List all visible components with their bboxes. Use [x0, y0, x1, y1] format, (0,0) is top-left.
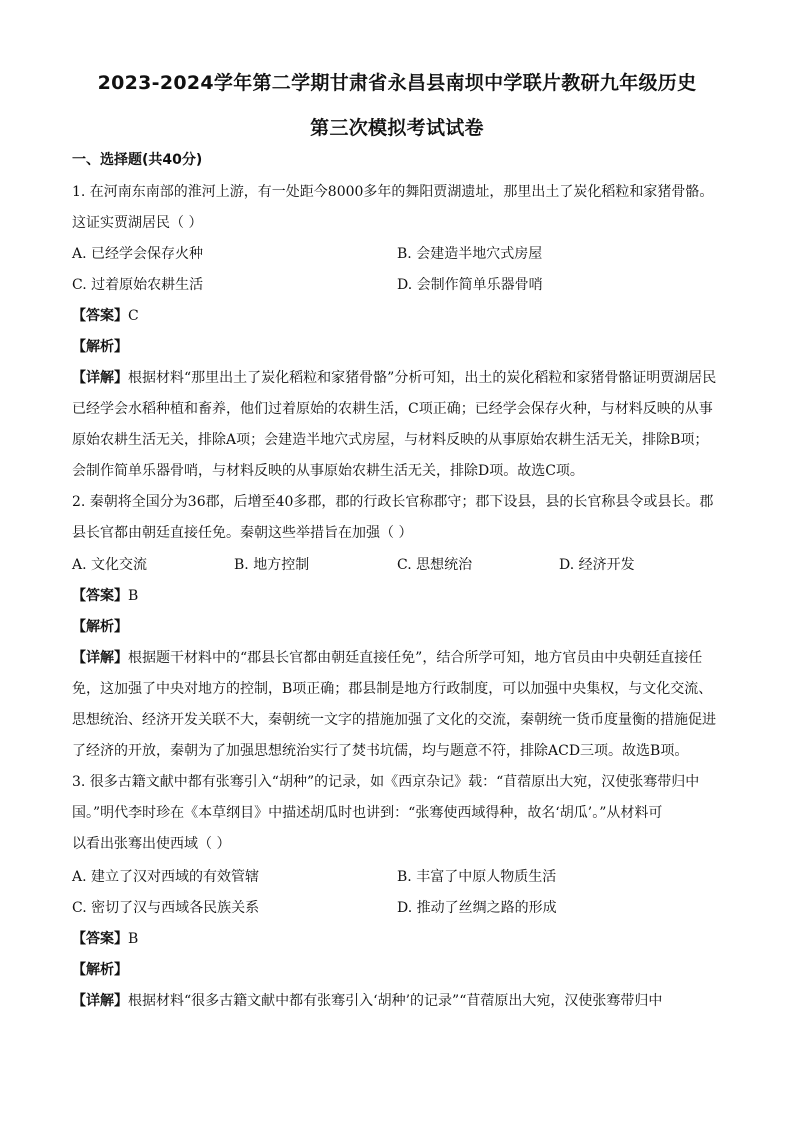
- exam-title-line1: 2023-2024学年第二学期甘肃省永昌县南坝中学联片教研九年级历史: [97, 72, 697, 94]
- section-heading: 一、选择题(共40分): [72, 152, 203, 168]
- q2-answer: 【答案】B: [72, 588, 139, 604]
- q1-option-c: C. 过着原始农耕生活: [72, 277, 204, 293]
- q1-stem-line2: 这证实贾湖居民（ ）: [72, 215, 203, 231]
- q3-option-c: C. 密切了汉与西域各民族关系: [72, 900, 260, 916]
- q3-answer: 【答案】B: [72, 931, 139, 947]
- q1-detail-line4: 会制作简单乐器骨哨，与材料反映的从事原始农耕生活无关，排除D项。故选C项。: [72, 463, 584, 479]
- q3-option-d: D. 推动了丝绸之路的形成: [397, 900, 557, 916]
- q3-stem-line2: 国。”明代李时珍在《本草纲目》中描述胡瓜时也讲到：“张骞使西域得种，故名‘胡瓜’。”从材料可: [72, 805, 663, 821]
- q3-detail-line1: 【详解】根据材料“很多古籍文献中都有张骞引入‘胡种’的记录”“苜蓿原出大宛，汉使张骞带归中: [72, 993, 663, 1009]
- q2-option-d: D. 经济开发: [559, 557, 635, 573]
- q1-option-b: B. 会建造半地穴式房屋: [397, 246, 543, 262]
- q2-detail-line2: 免，这加强了中央对地方的控制，B项正确；郡县制是地方行政制度，可以加强中央集权，与文化交流、: [72, 681, 713, 697]
- q2-analysis-tag: 【解析】: [72, 619, 128, 635]
- q1-option-d: D. 会制作简单乐器骨哨: [397, 277, 543, 293]
- q2-detail-line4: 了经济的开放，秦朝为了加强思想统治实行了焚书坑儒，均与题意不符，排除ACD三项。故选B项。: [72, 743, 689, 759]
- q3-stem-line1: 3. 很多古籍文献中都有张骞引入“胡种”的记录，如《西京杂记》载：“苜蓿原出大宛，汉使张骞带归中: [72, 774, 700, 790]
- q3-option-a: A. 建立了汉对西域的有效管辖: [72, 869, 260, 885]
- q1-analysis-tag: 【解析】: [72, 339, 128, 355]
- q3-option-b: B. 丰富了中原人物质生活: [397, 869, 557, 885]
- q2-option-b: B. 地方控制: [234, 557, 310, 573]
- q2-detail-line3: 思想统治、经济开发关联不大，秦朝统一文字的措施加强了文化的交流，秦朝统一货币度量衡的措施促进: [72, 712, 716, 728]
- q1-answer: 【答案】C: [72, 308, 139, 324]
- q2-stem-line1: 2. 秦朝将全国分为36郡，后增至40多郡，郡的行政长官称郡守；郡下设县，县的长官称县令或县长。郡: [72, 494, 714, 510]
- q1-option-a: A. 已经学会保存火种: [72, 246, 204, 262]
- q2-option-a: A. 文化交流: [72, 557, 148, 573]
- q2-detail-line1: 【详解】根据题干材料中的“郡县长官都由朝廷直接任免”，结合所学可知，地方官员由中央朝廷直接任: [72, 650, 703, 666]
- q1-detail-line1: 【详解】根据材料“那里出土了炭化稻粒和家猪骨骼”分析可知，出土的炭化稻粒和家猪骨骼证明贾湖居民: [72, 370, 717, 386]
- q1-detail-line2: 已经学会水稻种植和畜养，他们过着原始的农耕生活，C项正确；已经学会保存火种，与材料反映的从事: [72, 401, 713, 417]
- q1-stem-line1: 1. 在河南东南部的淮河上游，有一处距今8000多年的舞阳贾湖遗址，那里出土了炭化稻粒和家猪骨骼。: [72, 184, 714, 200]
- exam-title-line2: 第三次模拟考试试卷: [310, 117, 484, 139]
- q2-option-c: C. 思想统治: [397, 557, 473, 573]
- q2-stem-line2: 县长官都由朝廷直接任免。秦朝这些举措旨在加强（ ）: [72, 525, 413, 541]
- q3-stem-line3: 以看出张骞出使西域（ ）: [72, 836, 231, 852]
- q1-detail-line3: 原始农耕生活无关，排除A项；会建造半地穴式房屋，与材料反映的从事原始农耕生活无关，排除B项；: [72, 432, 709, 448]
- q3-analysis-tag: 【解析】: [72, 962, 128, 978]
